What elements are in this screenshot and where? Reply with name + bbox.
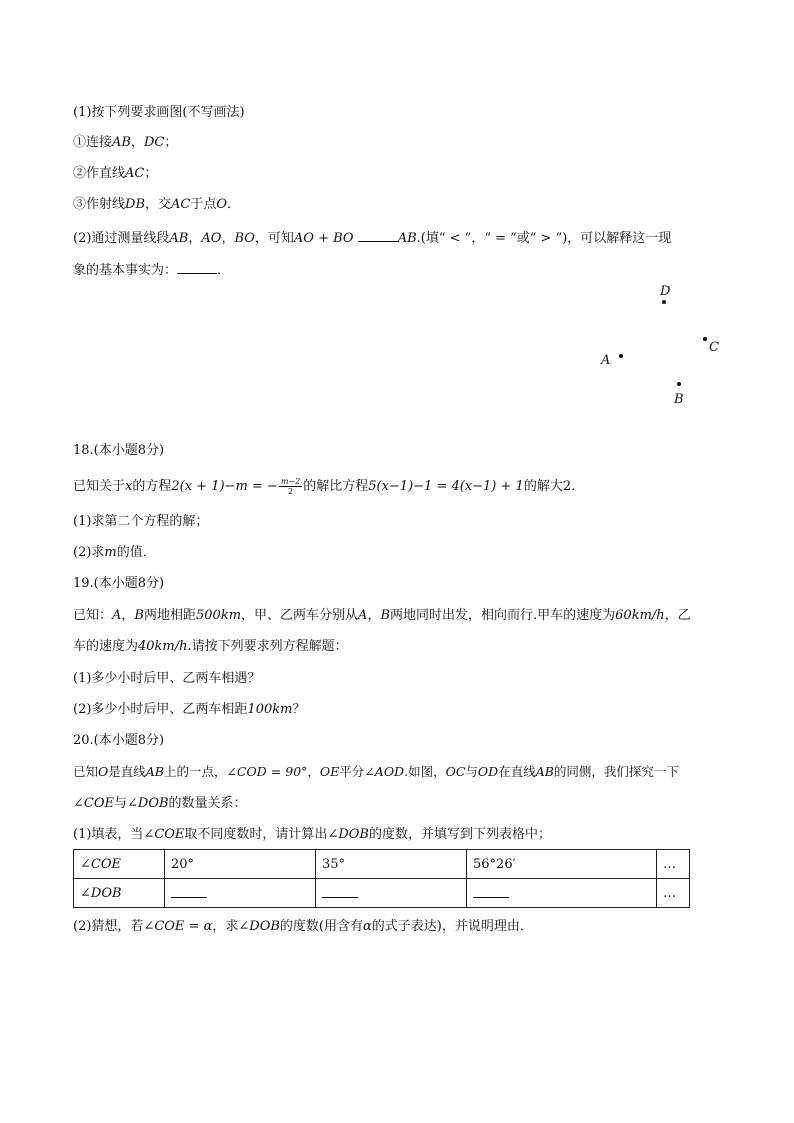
angle-table: [73, 849, 690, 908]
fraction: $\frac{m-2}{2}$: [280, 477, 301, 496]
q18-header: 18.(本小题8分): [73, 443, 165, 458]
table-cell: [316, 879, 467, 908]
q17-step1: ①连接AB，DC；: [73, 135, 178, 150]
point-label-c: C: [709, 340, 719, 355]
answer-blank[interactable]: [177, 261, 217, 274]
q17-step3: ③作射线DB，交AC于点O．: [73, 197, 241, 212]
q19-line1: 已知：A，B两地相距500km，甲、乙两车分别从A，B两地同时出发，相向而行.甲车的速度为60km/h，乙: [73, 608, 691, 623]
table-row: [74, 850, 690, 879]
table-cell: 20°: [165, 850, 316, 879]
table-cell: [467, 879, 657, 908]
table-cell: …: [657, 850, 690, 879]
q19-part1: (1)多少小时后甲、乙两车相遇？: [73, 671, 261, 686]
point-label-b: B: [674, 392, 684, 407]
q18-part1: (1)求第二个方程的解；: [73, 514, 209, 529]
q17-step2: ②作直线AC；: [73, 166, 158, 181]
point-label-a: A: [601, 353, 611, 368]
table-cell: ∠COE: [74, 850, 165, 879]
point-d-dot: [662, 300, 666, 304]
q19-header: 19.(本小题8分): [73, 576, 165, 591]
point-a-dot: [619, 354, 623, 358]
point-label-d: D: [660, 284, 671, 299]
q18-part2: (2)求m的值．: [73, 545, 156, 560]
table-cell: ∠DOB: [74, 879, 165, 908]
q19-line2: 车的速度为40km/h.请按下列要求列方程解题：: [73, 639, 348, 654]
point-c-dot: [703, 337, 707, 341]
point-b-dot: [677, 382, 681, 386]
q17-part2-line2: 象的基本事实为： ．: [73, 263, 231, 278]
q17-part2: (2)通过测量线段AB，AO，BO，可知AO + BO AB.(填“ < ”，“ = ”或“ > ”)，可以解释这一现: [73, 231, 672, 246]
answer-blank[interactable]: [322, 885, 358, 898]
q20-line2: ∠COE与∠DOB的数量关系：: [73, 796, 247, 811]
table-cell: 56°26′: [467, 850, 657, 879]
table-row: [74, 879, 690, 908]
q20-part2: (2)猜想，若∠COE = α，求∠DOB的度数(用含有α的式子表达)，并说明理由．: [73, 919, 533, 934]
answer-blank[interactable]: [171, 885, 207, 898]
table-cell: [165, 879, 316, 908]
q19-part2: (2)多少小时后甲、乙两车相距100km？: [73, 702, 306, 717]
q20-header: 20.(本小题8分): [73, 733, 165, 748]
table-cell: 35°: [316, 850, 467, 879]
q17-part1: (1)按下列要求画图(不写画法): [73, 105, 245, 120]
table-cell: …: [657, 879, 690, 908]
answer-blank[interactable]: [358, 229, 398, 242]
q18-stem: 已知关于x的方程2(x + 1)−m = − $\frac{m-2}{2}$ 的解比方程5(x−1)−1 = 4(x−1) + 1的解大2．: [73, 477, 585, 496]
answer-blank[interactable]: [473, 885, 509, 898]
q20-line1: 已知O是直线AB上的一点，∠COD = 90°，OE平分∠AOD.如图，OC与OD在直线AB的同侧，我们探究一下: [73, 764, 679, 779]
q20-part1: (1)填表，当∠COE取不同度数时，请计算出∠DOB的度数，并填写到下列表格中；: [73, 827, 551, 842]
